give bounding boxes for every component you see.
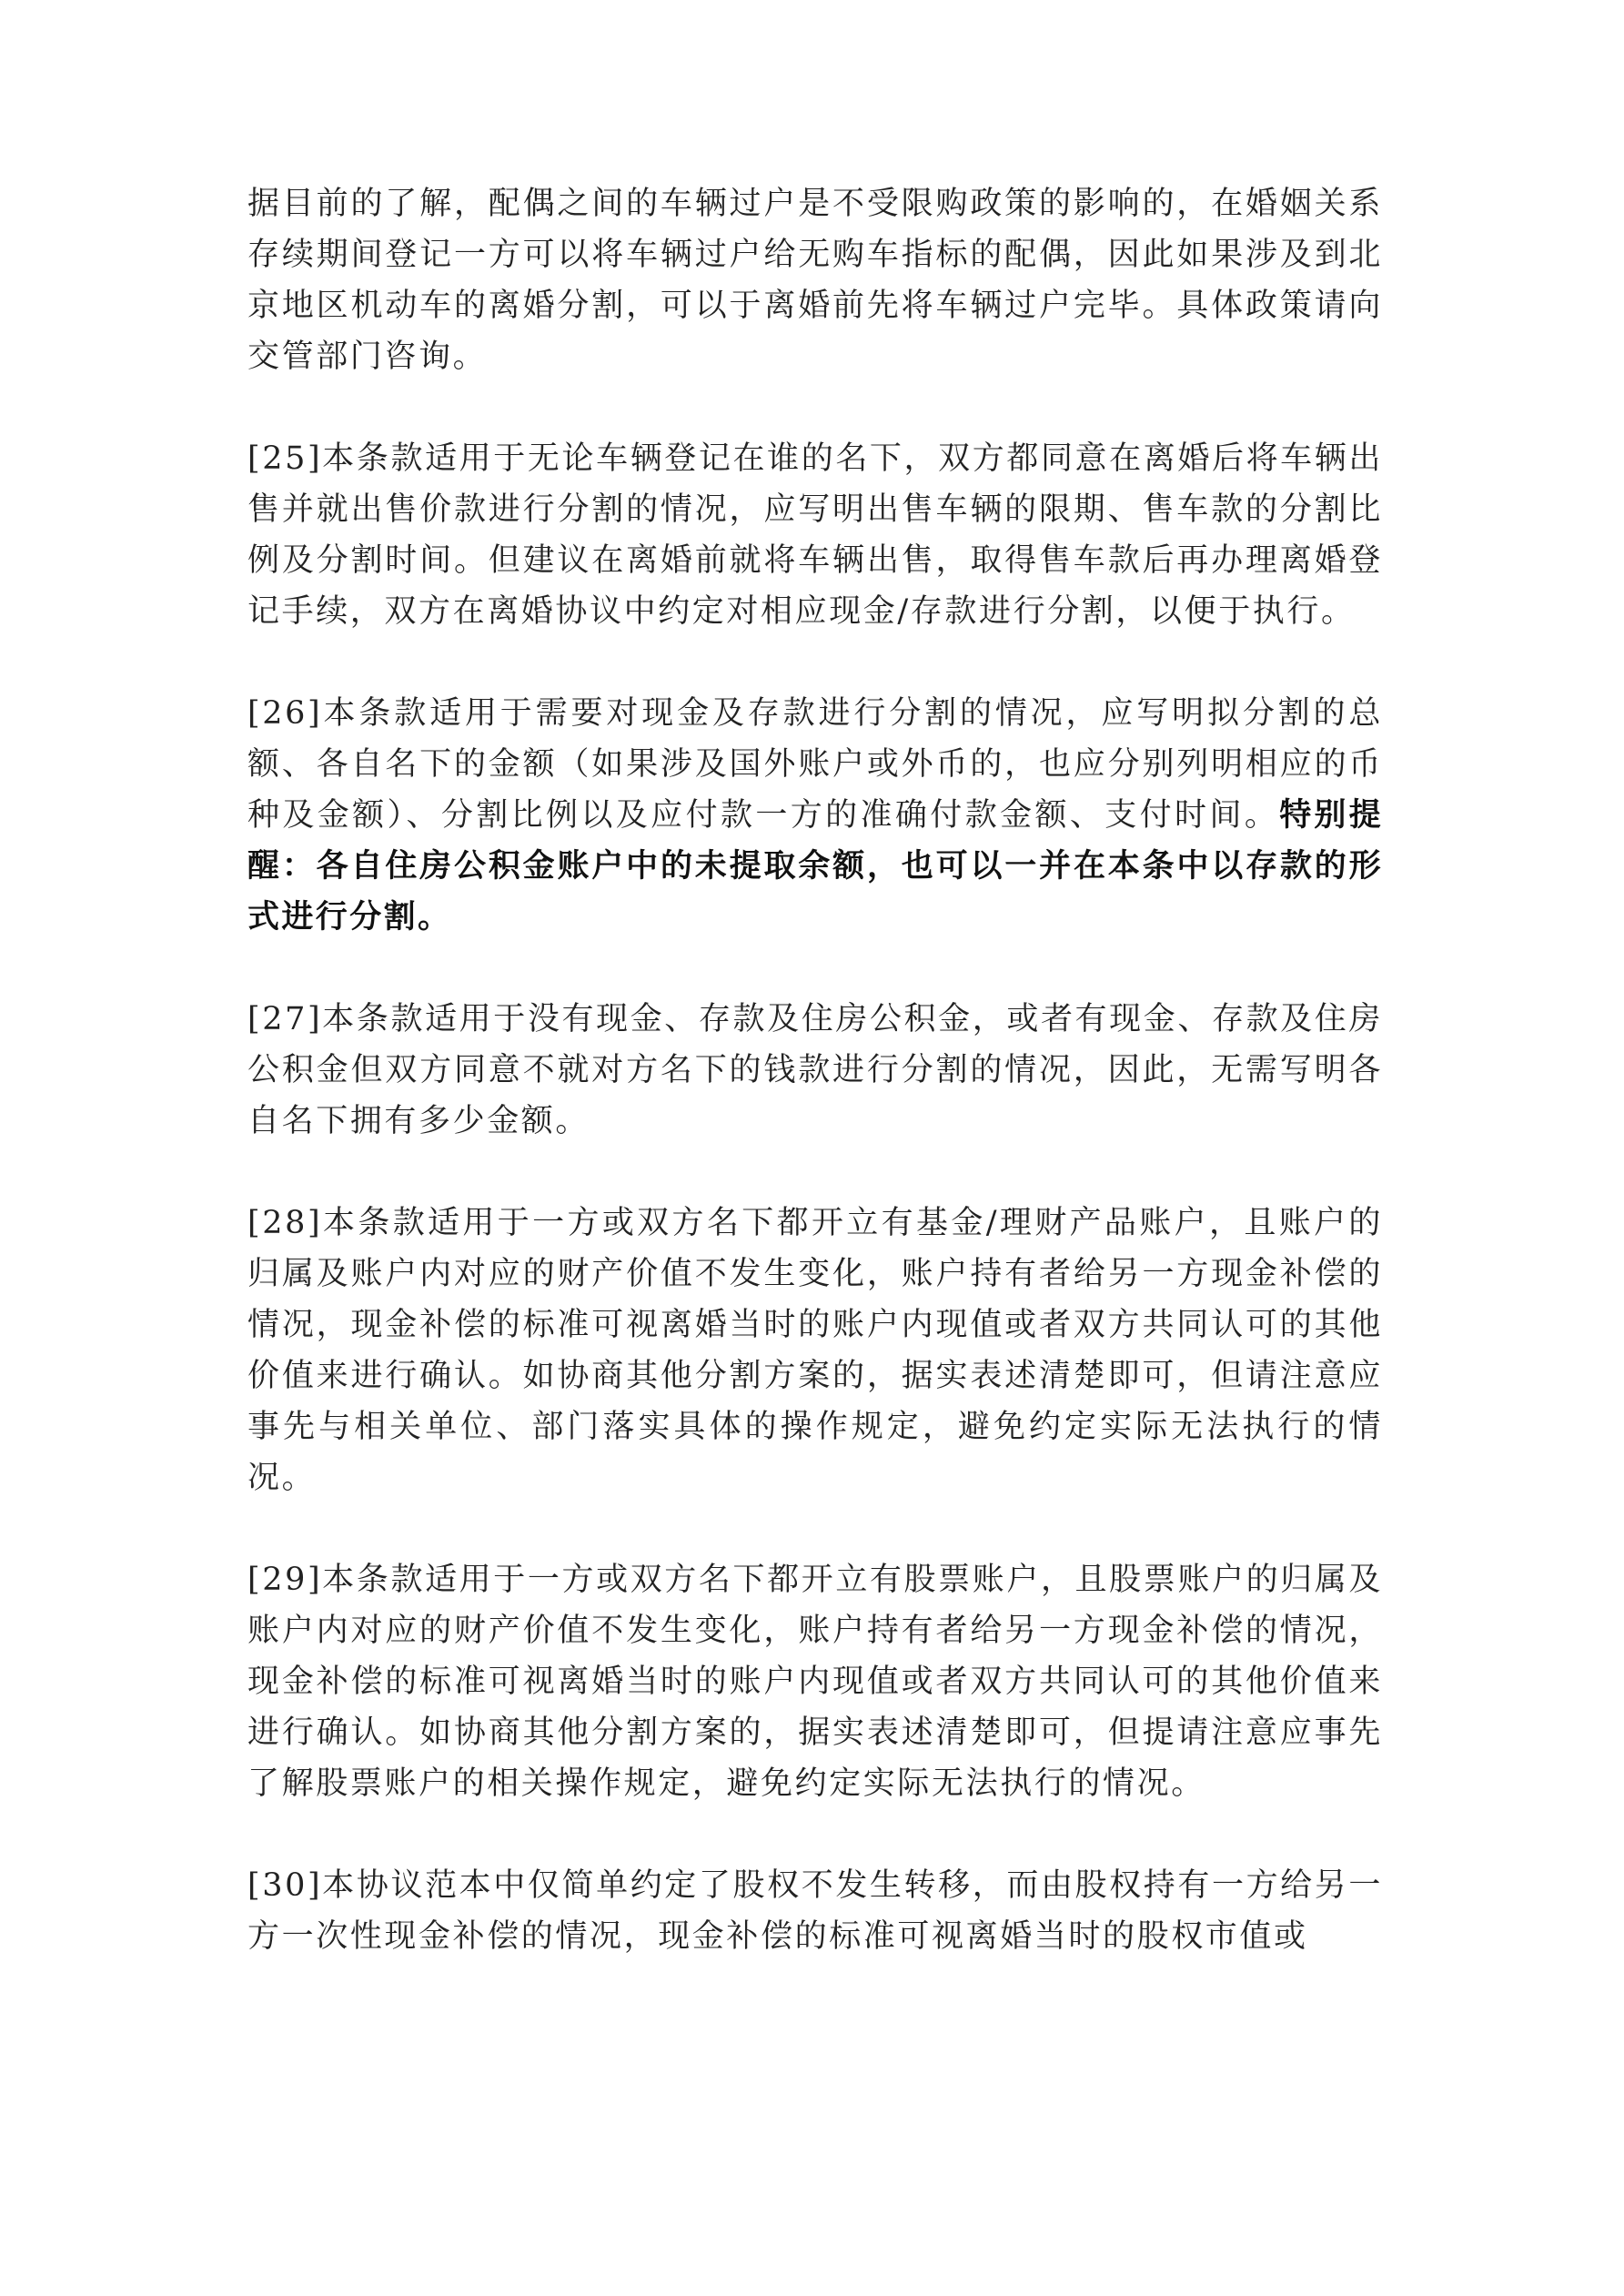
paragraph-text: [30]本协议范本中仅简单约定了股权不发生转移，而由股权持有一方给另一方一次性现金补偿的情况，现金补偿的标准可视离婚当时的股权市值或: [247, 1867, 1383, 1955]
paragraph-note-29: [247, 1554, 1383, 1809]
document-page: [247, 178, 1383, 2013]
paragraph-note-30: [247, 1860, 1383, 1962]
paragraph-note-26: [247, 688, 1383, 943]
paragraph-text: [25]本条款适用于无论车辆登记在谁的名下，双方都同意在离婚后将车辆出售并就出售价款进行分割的情况，应写明出售车辆的限期、售车款的分割比例及分割时间。但建议在离婚前就将车辆出售，取得售车款后再办理离婚登记手续，双方在离婚协议中约定对相应现金/存款进行分割，以便于执行。: [247, 440, 1383, 630]
paragraph-text: [26]本条款适用于需要对现金及存款进行分割的情况，应写明拟分割的总额、各自名下的金额（如果涉及国外账户或外币的，也应分别列明相应的币种及金额）、分割比例以及应付款一方的准确付款金额、支付时间。: [247, 695, 1383, 834]
paragraph-note-27: [247, 994, 1383, 1147]
paragraph-text: 据目前的了解，配偶之间的车辆过户是不受限购政策的影响的，在婚姻关系存续期间登记一方可以将车辆过户给无购车指标的配偶，因此如果涉及到北京地区机动车的离婚分割，可以于离婚前先将车辆过户完毕。具体政策请向交管部门咨询。: [247, 186, 1383, 375]
paragraph-text: [28]本条款适用于一方或双方名下都开立有基金/理财产品账户，且账户的归属及账户内对应的财产价值不发生变化，账户持有者给另一方现金补偿的情况，现金补偿的标准可视离婚当时的账户内现值或者双方共同认可的其他价值来进行确认。如协商其他分割方案的，据实表述清楚即可，但请注意应事先与相关单位、部门落实具体的操作规定，避免约定实际无法执行的情况。: [247, 1205, 1383, 1496]
paragraph-note-25: [247, 433, 1383, 637]
special-reminder-text: 特别提醒：各自住房公积金账户中的未提取余额，也可以一并在本条中以存款的形式进行分割。: [247, 797, 1383, 936]
paragraph-note-28: [247, 1198, 1383, 1503]
paragraph-text: [27]本条款适用于没有现金、存款及住房公积金，或者有现金、存款及住房公积金但双方同意不就对方名下的钱款进行分割的情况，因此，无需写明各自名下拥有多少金额。: [247, 1001, 1383, 1139]
paragraph-text: [29]本条款适用于一方或双方名下都开立有股票账户，且股票账户的归属及账户内对应的财产价值不发生变化，账户持有者给另一方现金补偿的情况，现金补偿的标准可视离婚当时的账户内现值或者双方共同认可的其他价值来进行确认。如协商其他分割方案的，据实表述清楚即可，但提请注意应事先了解股票账户的相关操作规定，避免约定实际无法执行的情况。: [247, 1562, 1383, 1802]
paragraph-vehicle-transfer: [247, 178, 1383, 382]
